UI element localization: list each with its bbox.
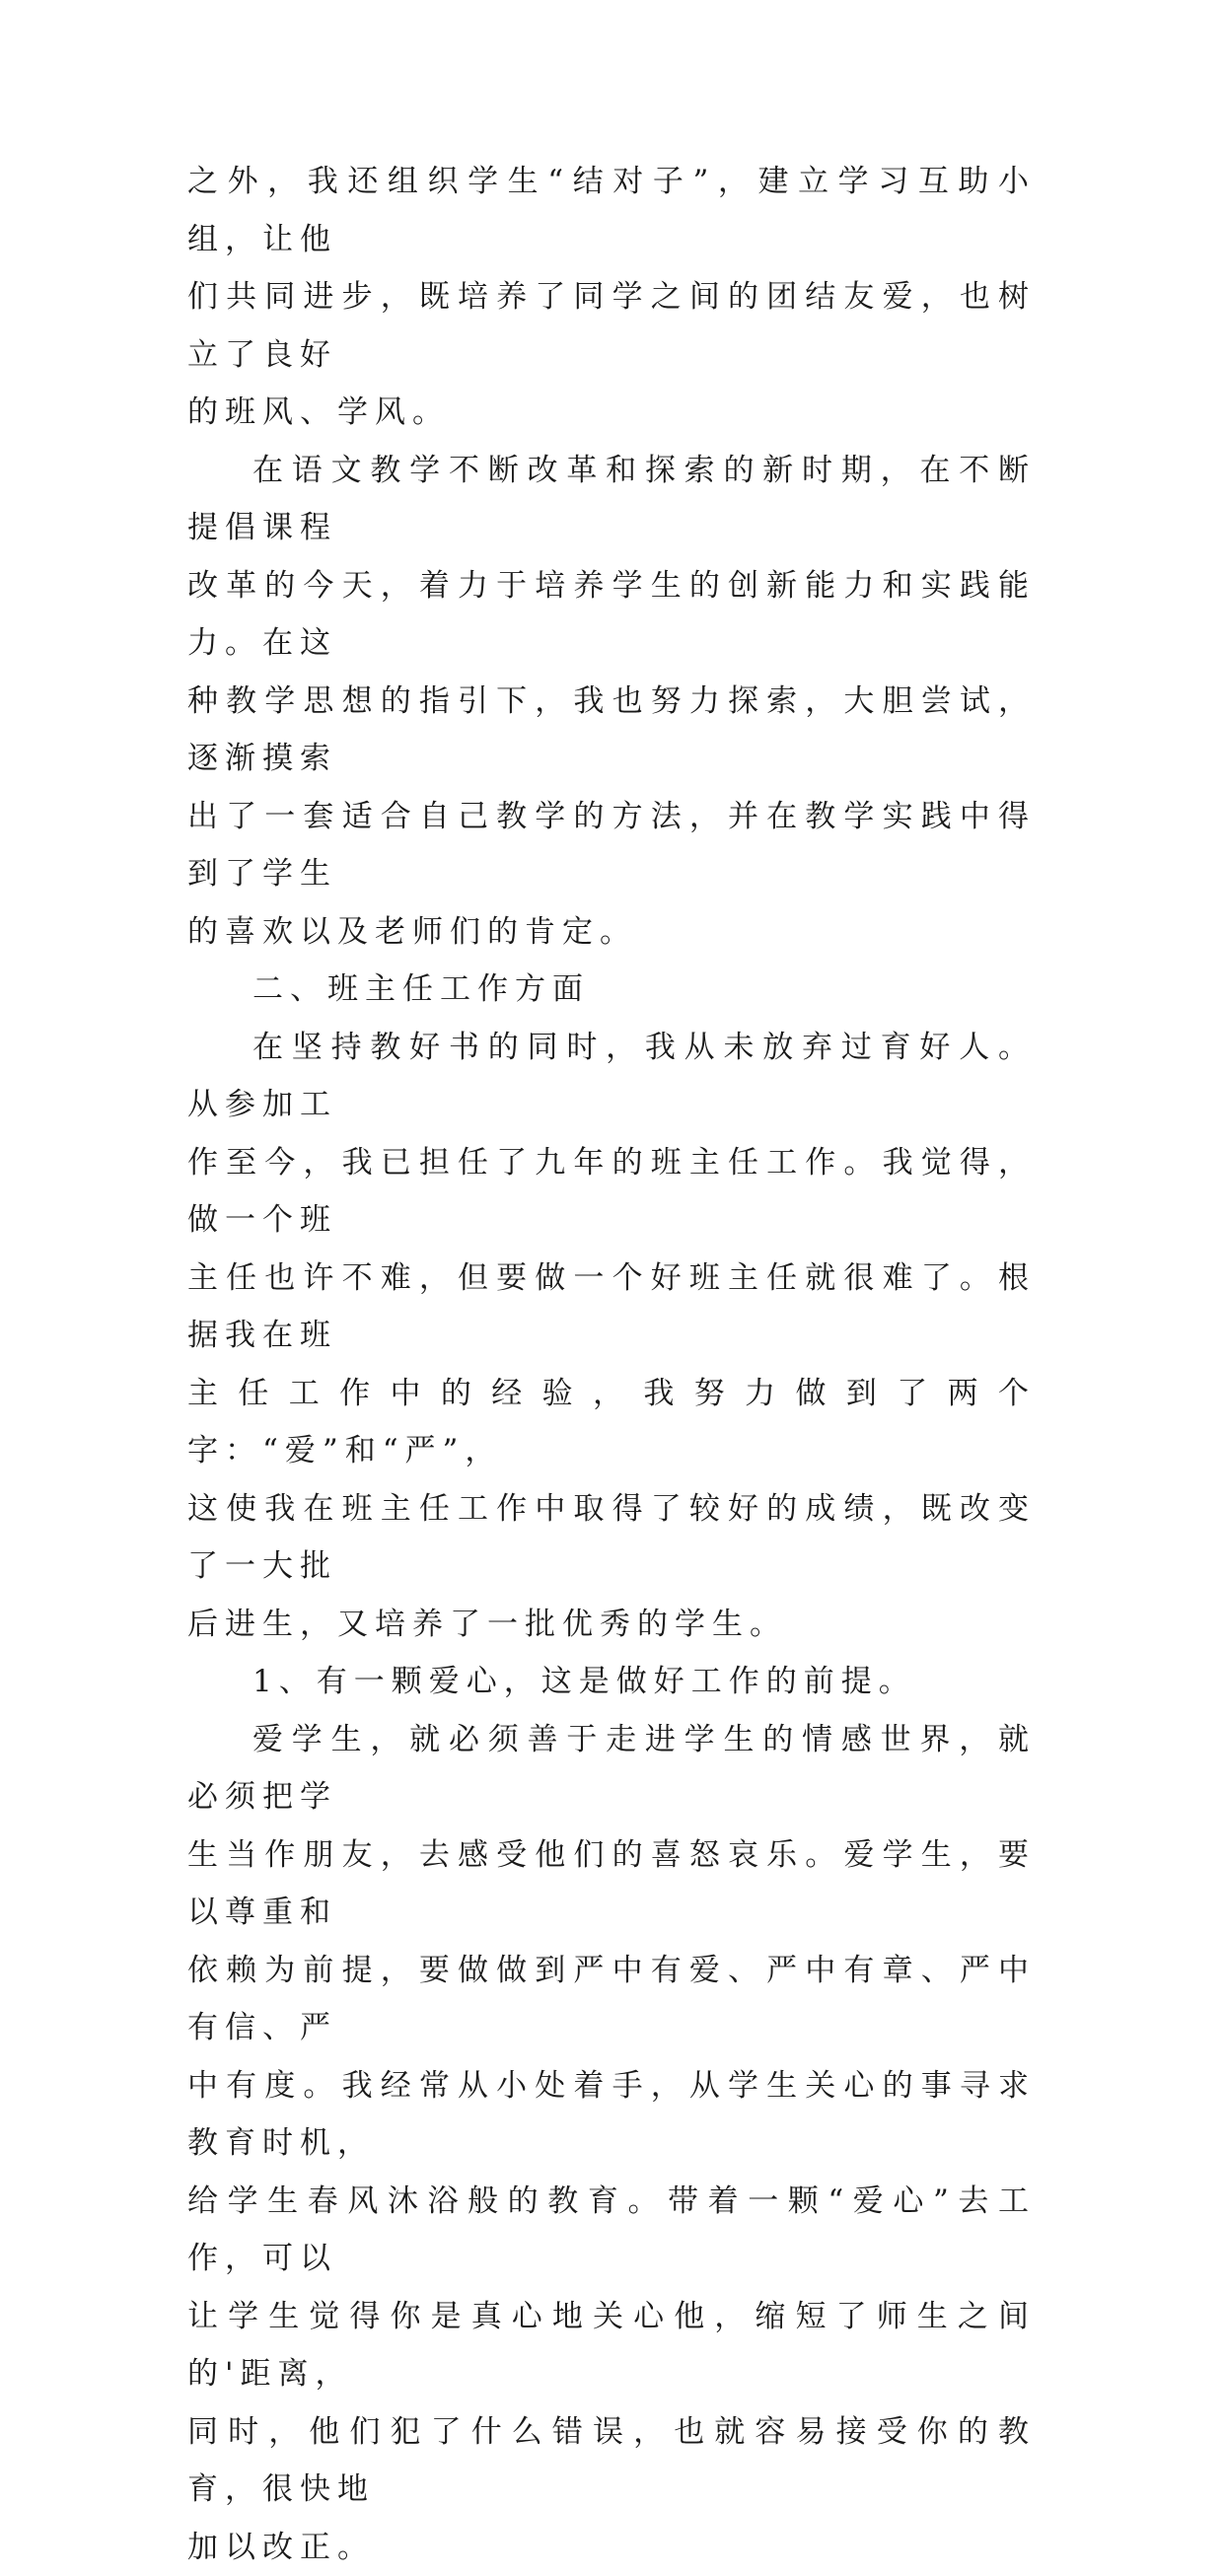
subheading-love-heart: 1、有一颗爱心，这是做好工作的前提。 (187, 1653, 1036, 1711)
paragraph-teaching-reform: 在语文教学不断改革和探索的新时期，在不断提倡课程 改革的今天，着力于培养学生的创新能力和实践能力。在这 种教学思想的指引下，我也努力探索，大胆尝试，逐渐摸索 出了一套适合自己教学的方法，并在教学实践中得到了学生 的喜欢以及老师们的肯定。 (187, 442, 1036, 962)
paragraph-continuation: 之外，我还组织学生“结对子”，建立学习互助小组，让他 们共同进步，既培养了同学之间的团结友爱，也树立了良好 的班风、学风。 (187, 153, 1036, 442)
document-body (187, 153, 1036, 2576)
paragraph-love-students: 爱学生，就必须善于走进学生的情感世界，就必须把学 生当作朋友，去感受他们的喜怒哀乐。爱学生，要以尊重和 依赖为前提，要做做到严中有爱、严中有章、严中有信、严 中有度。我经常从小处着手，从学生关心的事寻求教育时机， 给学生春风沐浴般的教育。带着一颗“爱心”去工作，可以 让学生觉得你是真心地关心他，缩短了师生之间的'距离， 同时，他们犯了什么错误，也就容易接受你的教育，很快地 加以改正。 (187, 1711, 1036, 2576)
paragraph-class-teacher-experience: 在坚持教好书的同时，我从未放弃过育好人。从参加工 作至今，我已担任了九年的班主任工作。我觉得，做一个班 主任也许不难，但要做一个好班主任就很难了。根据我在班 主任工作中的经验，我努力做到了两个字：“爱”和“严”， 这使我在班主任工作中取得了较好的成绩，既改变了一大批 后进生，又培养了一批优秀的学生。 (187, 1019, 1036, 1654)
section-heading-class-teacher-work: 二、班主任工作方面 (187, 961, 1036, 1019)
